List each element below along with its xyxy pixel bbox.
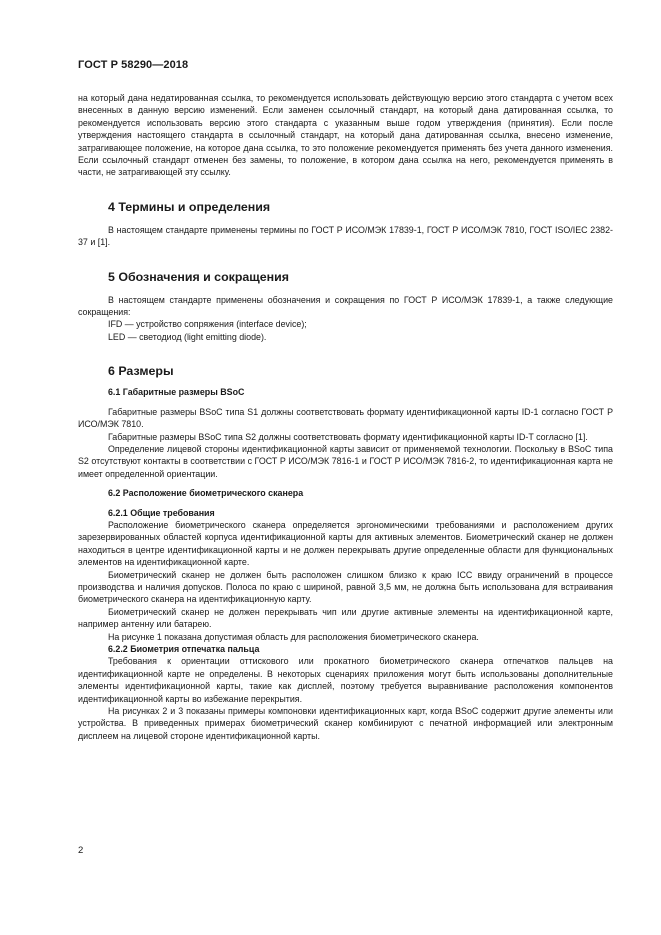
section-6-1-paragraph-3: Определение лицевой стороны идентификационной карты зависит от применяемой технологии. Поскольку в BSoC типа S2 отсутствуют контакты в соответствии с ГОСТ Р ИСО/МЭК 7816-1 и ГОСТ Р ИСО/МЭК 7816-2, то идентификационная карта не имеет определенной ориентации. [78, 443, 613, 479]
intro-paragraph: на который дана недатированная ссылка, то рекомендуется использовать действующую версию этого стандарта с учетом всех внесенных в данную версию изменений. Если заменен ссылочный стандарт, на который дана датированная ссылка, то рекомендуется использовать версию этого стандарта с указанным выше годом утверждения (принятия). Если после утверждения настоящего стандарта в ссылочный стандарт, на который дана датированная ссылка, внесено изменение, затрагивающее положение, на которое дана ссылка, то это положение рекомендуется применять без учета данного изменения. Если ссылочный стандарт отменен без замены, то положение, в котором дана ссылка на него, рекомендуется применять в части, не затрагивающей эту ссылку. [78, 93, 613, 178]
section-5-heading: 5 Обозначения и сокращения [108, 269, 289, 284]
section-6-2-heading: 6.2 Расположение биометрического сканера [108, 488, 304, 499]
section-6-1-paragraph-1: Габаритные размеры BSoC типа S1 должны соответствовать формату идентификационной карты ID-1 согласно ГОСТ Р ИСО/МЭК 7810. [78, 406, 613, 430]
abbreviation-ifd: IFD — устройство сопряжения (interface device); [108, 319, 307, 330]
section-5-paragraph: В настоящем стандарте применены обозначения и сокращения по ГОСТ Р ИСО/МЭК 17839-1, а также следующие сокращения: [78, 294, 613, 318]
section-6-2-1-paragraph-2: Биометрический сканер не должен быть расположен слишком близко к краю ICC ввиду ограничений в процессе производства и наличия допусков. Полоса по краю с шириной, равной 3,5 мм, не должна быть использована для встраивания биометрического сканера на идентификационную карту. [78, 569, 613, 605]
section-4-heading: 4 Термины и определения [108, 199, 271, 214]
section-6-1-heading: 6.1 Габаритные размеры BSoC [108, 387, 245, 398]
document-header: ГОСТ Р 58290—2018 [78, 59, 189, 71]
document-body [78, 92, 613, 742]
section-6-2-1-heading: 6.2.1 Общие требования [108, 507, 215, 518]
section-6-1-paragraph-2: Габаритные размеры BSoC типа S2 должны соответствовать формату идентификационной карты ID-T согласно [1]. [108, 431, 588, 442]
abbreviation-led: LED — светодиод (light emitting diode). [108, 331, 267, 342]
section-6-2-1-paragraph-4: На рисунке 1 показана допустимая область для расположения биометрического сканера. [108, 631, 479, 642]
section-6-2-2-heading: 6.2.2 Биометрия отпечатка пальца [108, 644, 260, 654]
section-6-2-2-paragraph-2: На рисунках 2 и 3 показаны примеры компоновки идентификационных карт, когда BSoC содержит другие элементы или устройства. В приведенных примерах биометрический сканер комбинируют с печатной информацией или электронным дисплеем на лицевой стороне идентификационной карты. [78, 706, 613, 741]
section-6-2-2-paragraph-1: Требования к ориентации оттискового или прокатного биометрического сканера отпечатков пальцев на идентификационной карте не определены. В некоторых сценариях приложения могут быть использованы дополнительные элементы идентификационной карты, такие как дисплей, поэтому требуется выравнивание расположения компонентов идентификационной карты во избежание перекрытия. [78, 656, 613, 704]
section-6-heading: 6 Размеры [108, 364, 174, 379]
section-4-paragraph: В настоящем стандарте применены термины по ГОСТ Р ИСО/МЭК 17839-1, ГОСТ Р ИСО/МЭК 7810, ГОСТ ISO/IEC 2382-37 и [1]. [78, 224, 613, 248]
section-6-2-1-paragraph-1: Расположение биометрического сканера определяется эргономическими требованиями и расположением других зарезервированных областей корпуса идентификационной карты для активных элементов. Биометрический сканер не должен находиться в центре идентификационной карты и не должен перекрывать другие определенные области для функциональных элементов на идентификационной карте. [78, 519, 613, 568]
section-6-2-1-paragraph-3: Биометрический сканер не должен перекрывать чип или другие активные элементы на идентификационной карте, например антенну или батарею. [78, 606, 613, 630]
page-number: 2 [78, 845, 84, 856]
